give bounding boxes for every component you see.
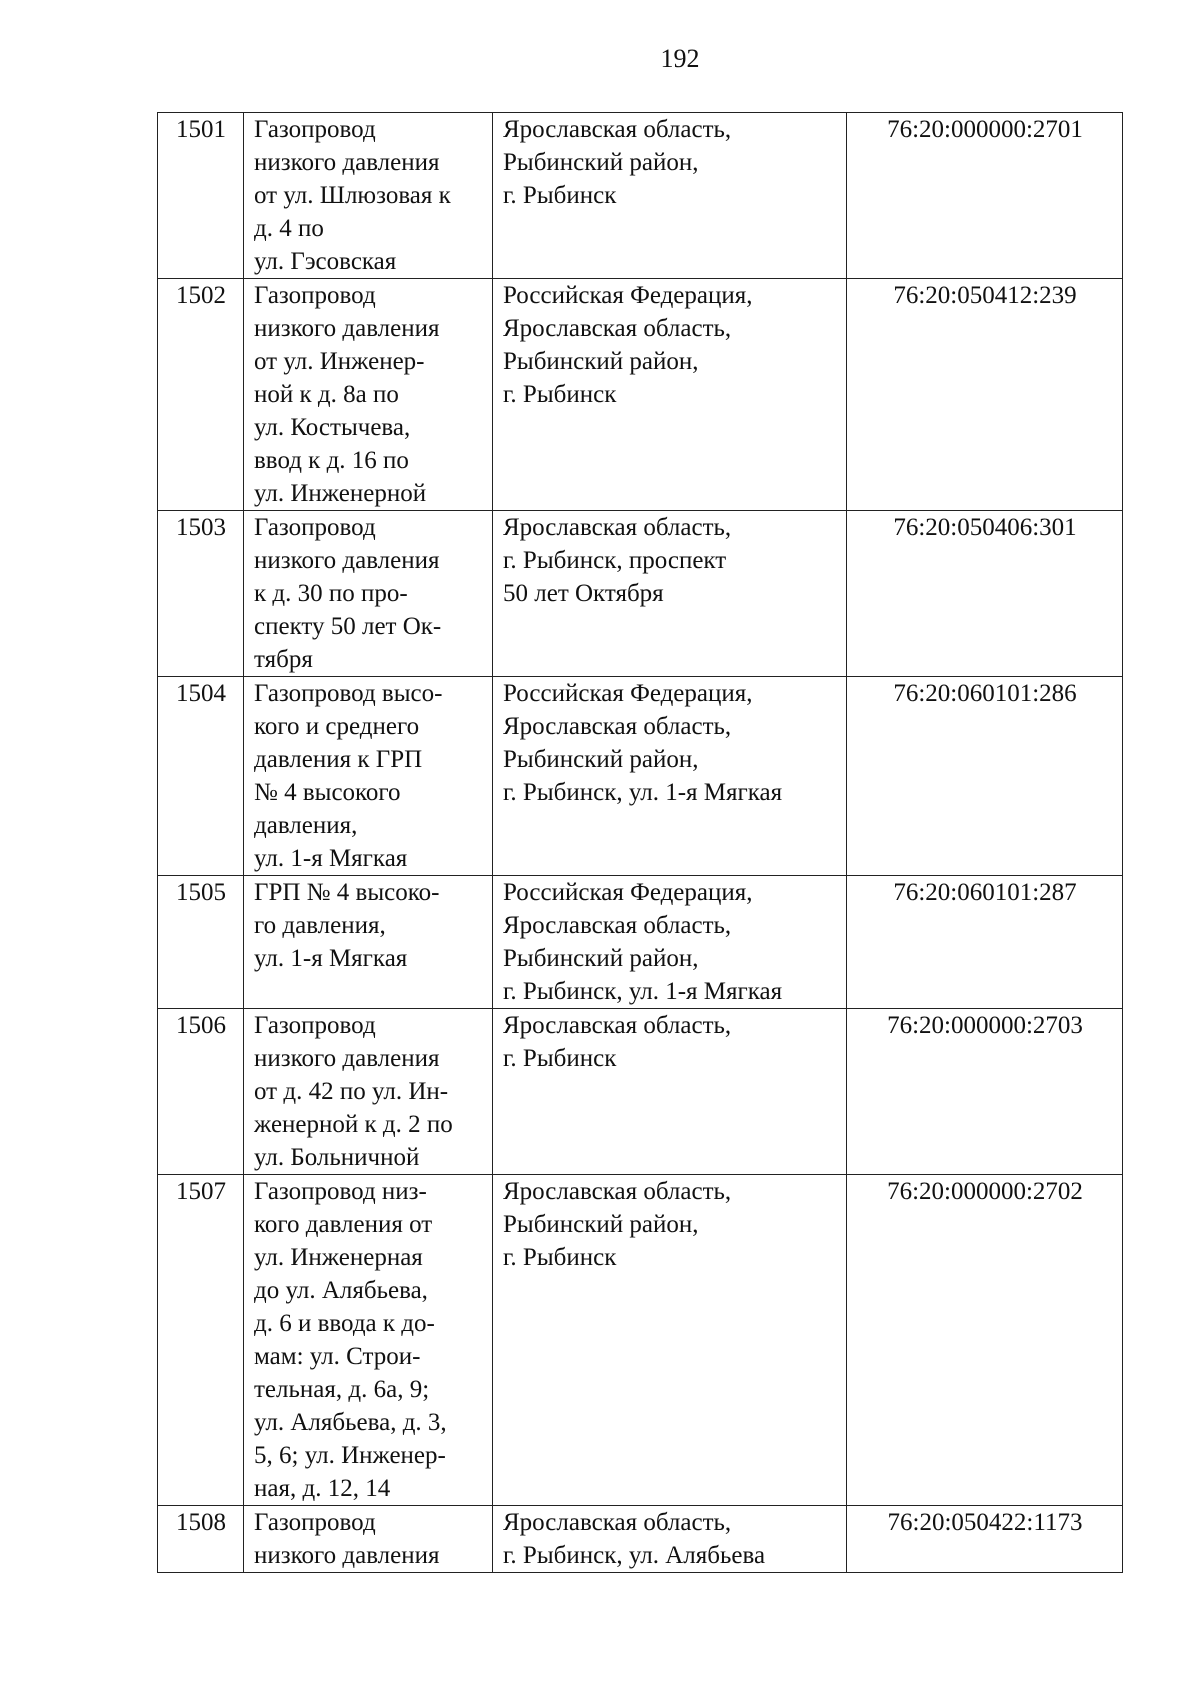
cadastral-number: 76:20:050406:301 xyxy=(847,511,1123,677)
cadastral-number: 76:20:050422:1173 xyxy=(847,1506,1123,1573)
row-number: 1501 xyxy=(158,113,244,279)
object-name: Газопровод низкого давления от ул. Инженер- ной к д. 8а по ул. Костычева, ввод к д. 16 по ул. Инженерной xyxy=(244,279,493,511)
row-number: 1504 xyxy=(158,677,244,876)
object-address: Российская Федерация, Ярославская область, Рыбинский район, г. Рыбинск, ул. 1-я Мягкая xyxy=(493,876,847,1009)
page-number: 192 xyxy=(660,44,700,73)
object-name: Газопровод низ- кого давления от ул. Инженерная до ул. Алябьева, д. 6 и ввода к до- мам: ул. Строи- тельная, д. 6а, 9; ул. Алябьева, д. 3, 5, 6; ул. Инженер- ная, д. 12, 14 xyxy=(244,1175,493,1506)
table-row xyxy=(158,511,1123,677)
cadastral-number: 76:20:060101:286 xyxy=(847,677,1123,876)
object-address: Ярославская область, Рыбинский район, г. Рыбинск xyxy=(493,1175,847,1506)
object-address: Ярославская область, г. Рыбинск, ул. Алябьева xyxy=(493,1506,847,1573)
object-address: Ярославская область, г. Рыбинск xyxy=(493,1009,847,1175)
cadastral-number: 76:20:060101:287 xyxy=(847,876,1123,1009)
row-number: 1506 xyxy=(158,1009,244,1175)
object-address: Ярославская область, Рыбинский район, г. Рыбинск xyxy=(493,113,847,279)
object-name: Газопровод низкого давления к д. 30 по про- спекту 50 лет Ок- тября xyxy=(244,511,493,677)
cadastral-number: 76:20:000000:2703 xyxy=(847,1009,1123,1175)
table-row xyxy=(158,876,1123,1009)
object-name: Газопровод высо- кого и среднего давления к ГРП № 4 высокого давления, ул. 1-я Мягкая xyxy=(244,677,493,876)
row-number: 1502 xyxy=(158,279,244,511)
registry-table xyxy=(157,112,1123,1573)
cadastral-number: 76:20:000000:2702 xyxy=(847,1175,1123,1506)
object-address: Ярославская область, г. Рыбинск, проспект 50 лет Октября xyxy=(493,511,847,677)
row-number: 1503 xyxy=(158,511,244,677)
row-number: 1508 xyxy=(158,1506,244,1573)
object-address: Российская Федерация, Ярославская область, Рыбинский район, г. Рыбинск xyxy=(493,279,847,511)
object-name: Газопровод низкого давления от ул. Шлюзовая к д. 4 по ул. Гэсовская xyxy=(244,113,493,279)
table-row xyxy=(158,677,1123,876)
object-name: Газопровод низкого давления от д. 42 по ул. Ин- женерной к д. 2 по ул. Больничной xyxy=(244,1009,493,1175)
row-number: 1505 xyxy=(158,876,244,1009)
table-row xyxy=(158,1009,1123,1175)
table-row xyxy=(158,113,1123,279)
object-name: ГРП № 4 высоко- го давления, ул. 1-я Мягкая xyxy=(244,876,493,1009)
table-row xyxy=(158,1506,1123,1573)
table-row xyxy=(158,279,1123,511)
object-name: Газопровод низкого давления xyxy=(244,1506,493,1573)
cadastral-number: 76:20:000000:2701 xyxy=(847,113,1123,279)
row-number: 1507 xyxy=(158,1175,244,1506)
table-row xyxy=(158,1175,1123,1506)
cadastral-number: 76:20:050412:239 xyxy=(847,279,1123,511)
object-address: Российская Федерация, Ярославская область, Рыбинский район, г. Рыбинск, ул. 1-я Мягкая xyxy=(493,677,847,876)
